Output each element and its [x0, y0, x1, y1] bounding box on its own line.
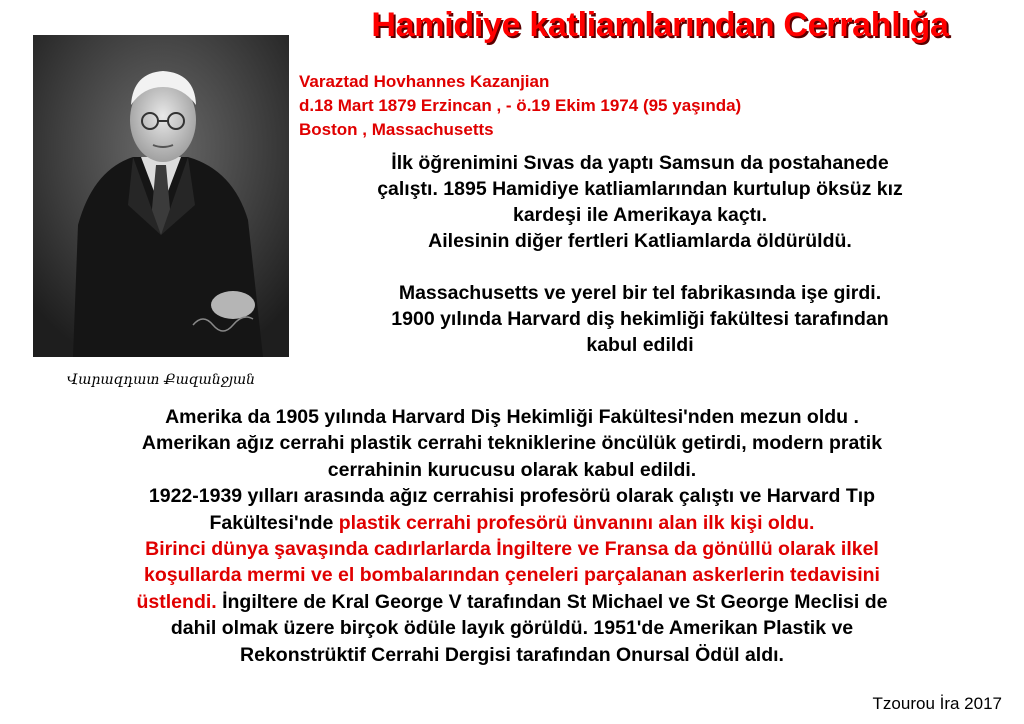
bio-line: İlk öğrenimini Sıvas da yaptı Samsun da postahanede	[391, 152, 889, 174]
biography-top	[298, 150, 982, 358]
author-credit: Tzourou İra 2017	[872, 694, 1002, 713]
page-title: Hamidiye katliamlarından Cerrahlığa	[371, 6, 949, 44]
person-dates: d.18 Mart 1879 Erzincan , - ö.19 Ekim 1974 (95 yaşında)	[299, 96, 742, 115]
bio-line: Massachusetts ve yerel bir tel fabrikasında işe girdi.	[398, 282, 882, 304]
bio-line: Ailesinin diğer fertleri Katliamlarda öldürüldü.	[428, 230, 852, 252]
paragraph-gap	[298, 254, 982, 280]
bio-highlight-line: koşullarda mermi ve el bombalarından çeneleri parçalanan askerlerin tedavisini	[144, 564, 880, 587]
photo-caption: Վարազդատ Քազանջյան	[66, 372, 256, 388]
bio-line: Rekonstrüktif Cerrahi Dergisi tarafından Onursal Ödül aldı.	[240, 643, 784, 666]
bio-line: 1900 yılında Harvard diş hekimliği fakültesi tarafından	[391, 308, 889, 330]
bio-line: kardeşi ile Amerikaya kaçtı.	[512, 204, 768, 226]
bio-line: dahil olmak üzere birçok ödüle layık görüldü. 1951'de Amerikan Plastik ve	[170, 617, 854, 640]
person-place: Boston , Massachusetts	[299, 120, 494, 139]
portrait-photo	[33, 35, 289, 357]
bio-line	[20, 589, 1004, 615]
person-info	[299, 70, 741, 142]
bio-line: çalıştı. 1895 Hamidiye katliamlarından kurtulup öksüz kız	[377, 178, 903, 200]
bio-line: Amerikan ağız cerrahi plastik cerrahi tekniklerine öncülük getirdi, modern pratik	[141, 432, 883, 455]
bio-highlight: üstlendi.	[136, 590, 217, 613]
bio-highlight-line: Birinci dünya şavaşında cadırlarlarda İngiltere ve Fransa da gönüllü olarak ilkel	[145, 538, 879, 561]
person-name: Varaztad Hovhannes Kazanjian	[299, 72, 550, 91]
bio-text: İngiltere de Kral George V tarafından St Michael ve St George Meclisi de	[216, 590, 888, 613]
bio-line: Amerika da 1905 yılında Harvard Diş Hekimliği Fakültesi'nden mezun oldu .	[165, 406, 859, 428]
bio-line	[20, 510, 1004, 536]
bio-line: 1922-1939 yılları arasında ağız cerrahisi profesörü olarak çalıştı ve Harvard Tıp	[148, 485, 876, 508]
bio-line: cerrahinin kurucusu olarak kabul edildi.	[327, 458, 697, 481]
bio-highlight: plastik cerrahi profesörü ünvanını alan ilk kişi oldu.	[338, 511, 815, 534]
biography-bottom	[20, 404, 1004, 668]
bio-text: Fakültesi'nde	[209, 511, 339, 534]
bio-line: kabul edildi	[586, 334, 694, 356]
